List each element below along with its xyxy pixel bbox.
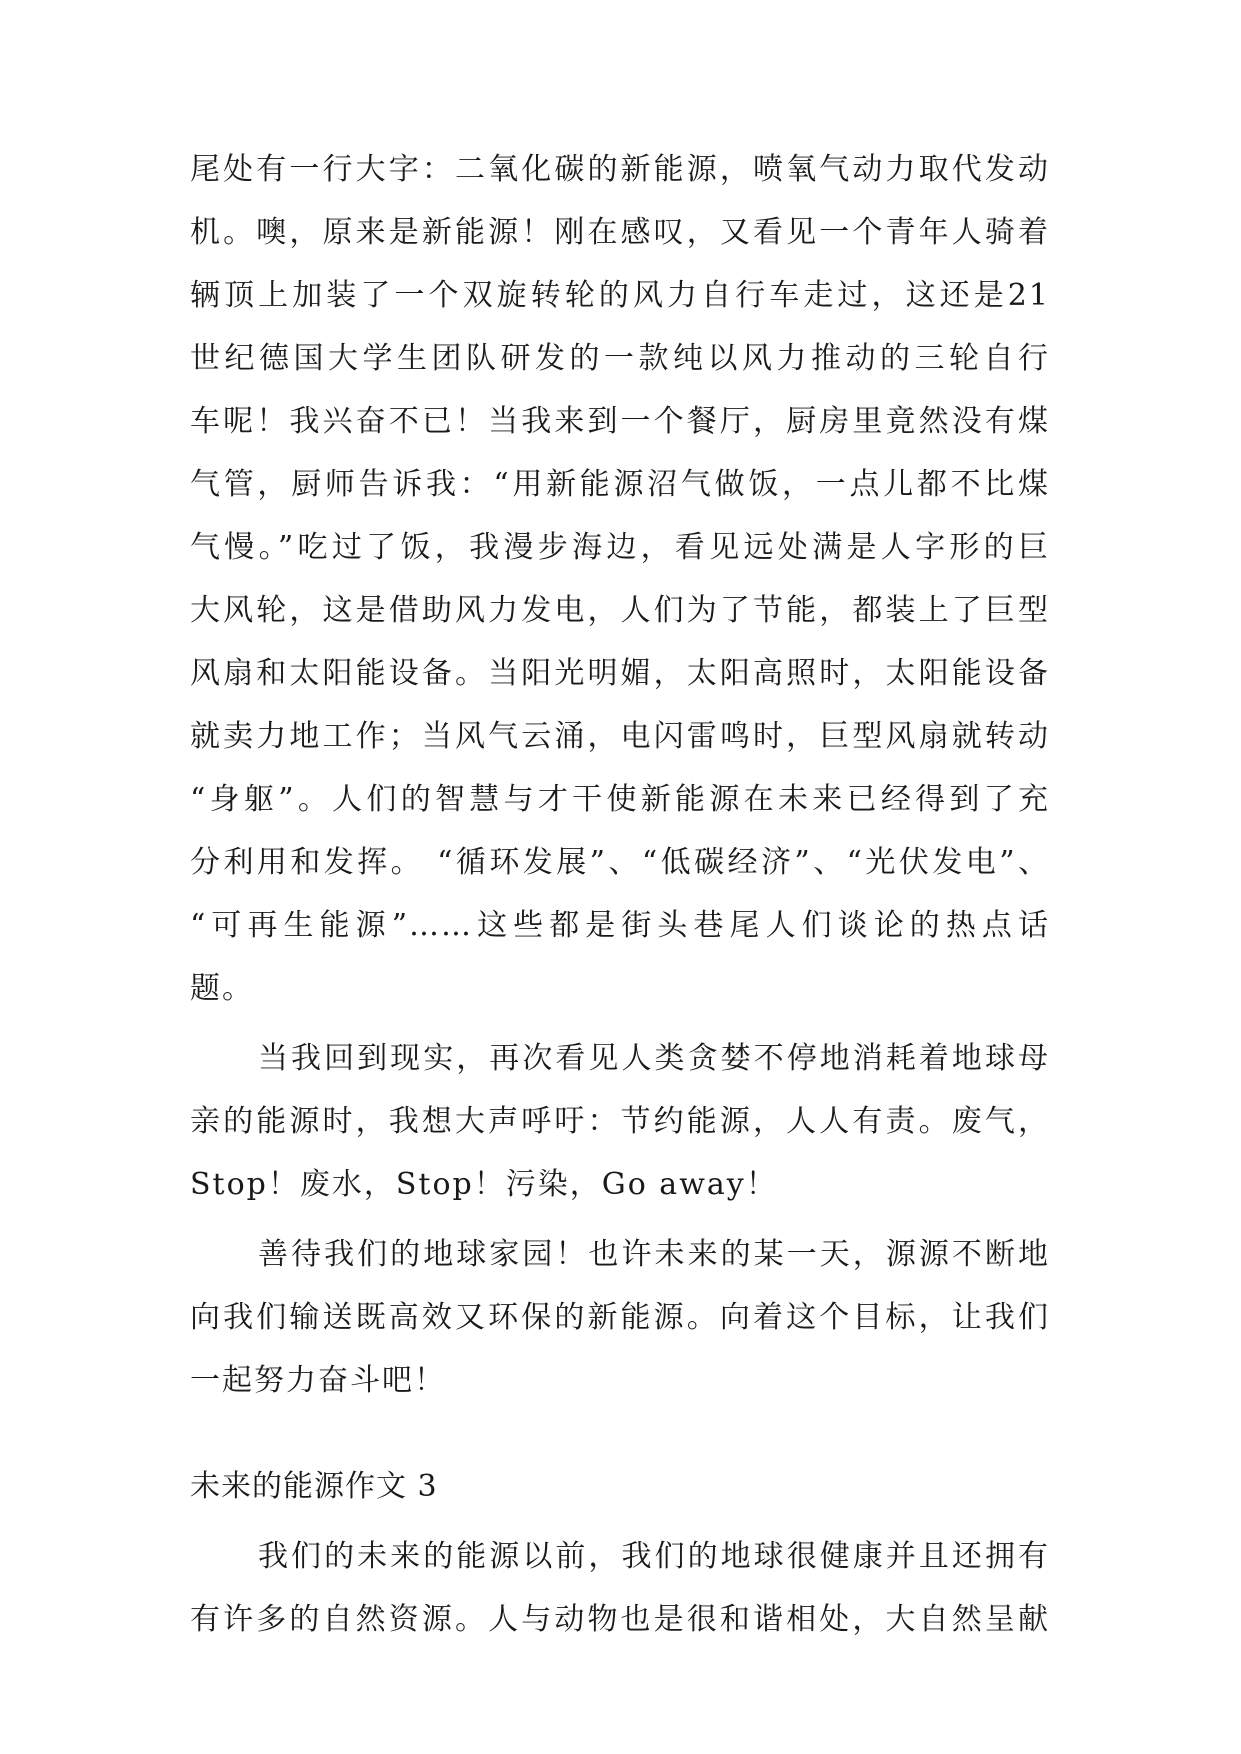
paragraph-line: 车呢！我兴奋不已！当我来到一个餐厅，厨房里竟然没有煤 — [190, 404, 1050, 439]
paragraph-line: 尾处有一行大字：二氧化碳的新能源，喷氧气动力取代发动 — [190, 152, 1050, 187]
paragraph-line: 当我回到现实，再次看见人类贪婪不停地消耗着地球母 — [258, 1041, 1050, 1076]
paragraph-line: “身躯”。人们的智慧与才干使新能源在未来已经得到了充 — [190, 782, 1050, 817]
paragraph-line: 气慢。”吃过了饭，我漫步海边，看见远处满是人字形的巨 — [190, 530, 1050, 565]
paragraph-line: 大风轮，这是借助风力发电，人们为了节能，都装上了巨型 — [190, 593, 1050, 628]
section-heading: 未来的能源作文 3 — [190, 1469, 438, 1504]
paragraph-line: 气管，厨师告诉我：“用新能源沼气做饭，一点儿都不比煤 — [190, 467, 1050, 502]
paragraph-line: 向我们输送既高效又环保的新能源。向着这个目标，让我们 — [190, 1300, 1050, 1335]
paragraph-line: 亲的能源时，我想大声呼吁：节约能源，人人有责。废气， — [190, 1104, 1050, 1139]
paragraph-line: 辆顶上加装了一个双旋转轮的风力自行车走过，这还是21 — [190, 278, 1050, 313]
paragraph-line: 我们的未来的能源以前，我们的地球很健康并且还拥有 — [258, 1539, 1050, 1574]
paragraph-line: 机。噢，原来是新能源！刚在感叹，又看见一个青年人骑着 — [190, 215, 1050, 250]
paragraph-line: 风扇和太阳能设备。当阳光明媚，太阳高照时，太阳能设备 — [190, 656, 1050, 691]
paragraph-line: 一起努力奋斗吧！ — [190, 1363, 446, 1398]
paragraph-line: 题。 — [190, 971, 254, 1006]
paragraph-line: 有许多的自然资源。人与动物也是很和谐相处，大自然呈献 — [190, 1602, 1050, 1637]
paragraph-line: 就卖力地工作；当风气云涌，电闪雷鸣时，巨型风扇就转动 — [190, 719, 1050, 754]
paragraph-line: 世纪德国大学生团队研发的一款纯以风力推动的三轮自行 — [190, 341, 1050, 376]
paragraph-line: “可再生能源”……这些都是街头巷尾人们谈论的热点话 — [190, 908, 1050, 943]
paragraph-line: Stop！废水，Stop！污染，Go away！ — [190, 1167, 778, 1202]
paragraph-line: 分利用和发挥。 “循环发展”、“低碳经济”、“光伏发电”、 — [190, 845, 1050, 880]
paragraph-line: 善待我们的地球家园！也许未来的某一天，源源不断地 — [258, 1237, 1050, 1272]
